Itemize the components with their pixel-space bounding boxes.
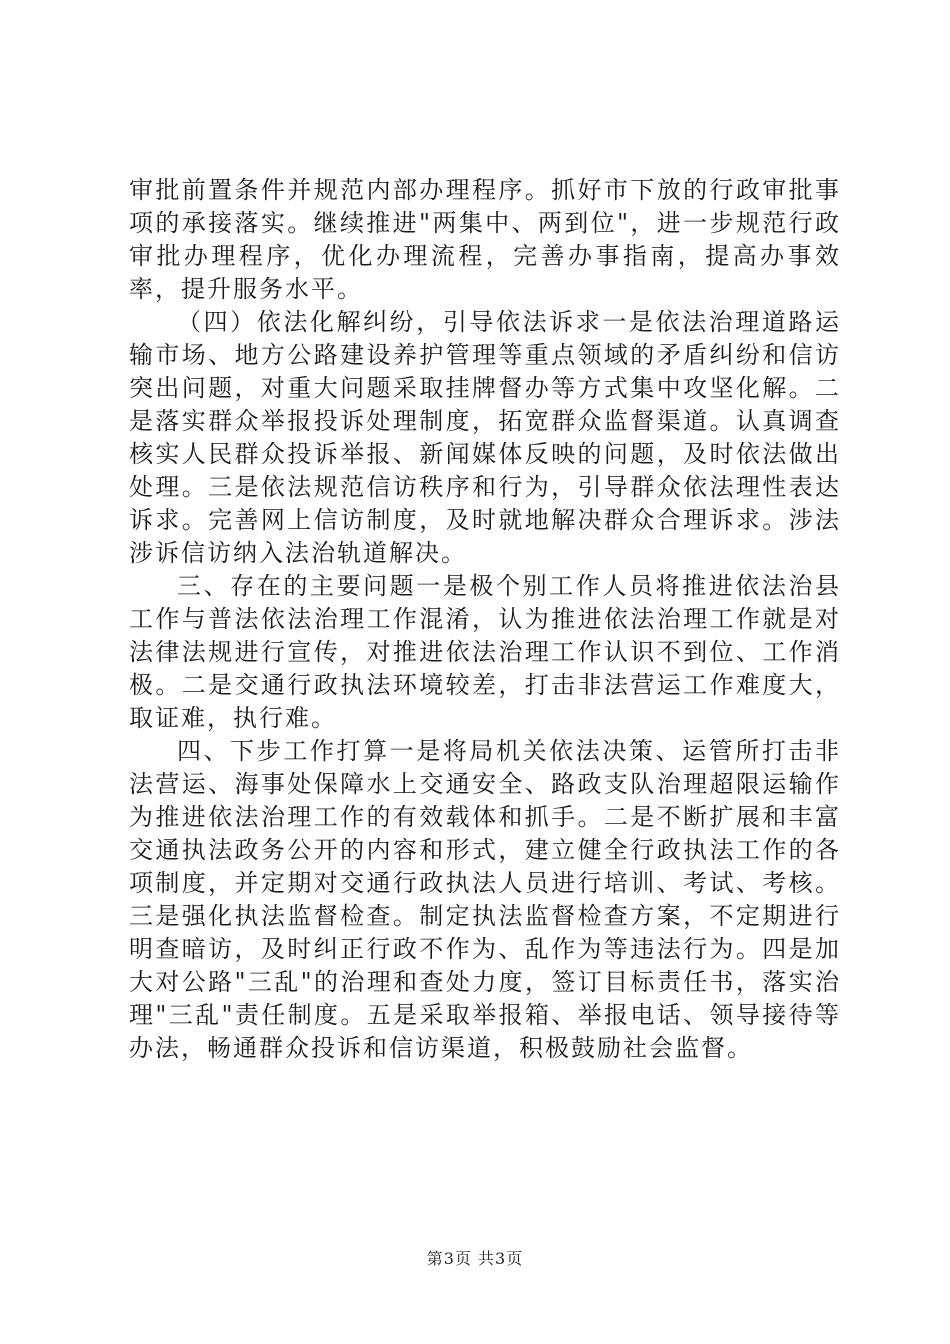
paragraph-next-steps: 四、下步工作打算一是将局机关依法决策、运管所打击非法营运、海事处保障水上交通安全、路政支队治理超限运输作为推进依法治理工作的有效载体和抓手。二是不断扩展和丰富交通执法政务公开的内容和形式，建立健全行政执法工作的各项制度，并定期对交通行政执法人员进行培训、考试、考核。三是强化执法监督检查。制定执法监督检查方案，不定期进行明查暗访，及时纠正行政不作为、乱作为等违法行为。四是加大对公路"三乱"的治理和查处力度，签订目标责任书，落实治理"三乱"责任制度。五是采取举报箱、举报电话、领导接待等办法，畅通群众投诉和信访渠道，积极鼓励社会监督。 [129,737,841,1062]
paragraph-main-problems: 三、存在的主要问题一是极个别工作人员将推进依法治县工作与普法依法治理工作混淆，认为推进依法治理工作就是对法律法规进行宣传，对推进依法治理工作认识不到位、工作消极。二是交通行政执法环境较差，打击非法营运工作难度大，取证难，执行难。 [129,572,841,732]
paragraph-dispute-resolution: （四）依法化解纠纷，引导依法诉求一是依法治理道路运输市场、地方公路建设养护管理等重点领域的矛盾纠纷和信访突出问题，对重大问题采取挂牌督办等方式集中攻坚化解。二是落实群众举报投诉处理制度，拓宽群众监督渠道。认真调查核实人民群众投诉举报、新闻媒体反映的问题，及时依法做出处理。三是依法规范信访秩序和行为，引导群众依法理性表达诉求。完善网上信访制度，及时就地解决群众合理诉求。涉法涉诉信访纳入法治轨道解决。 [129,308,841,567]
document-body [129,174,841,1065]
paragraph-continuation: 审批前置条件并规范内部办理程序。抓好市下放的行政审批事项的承接落实。继续推进"两集中、两到位"，进一步规范行政审批办理程序，优化办理流程，完善办事指南，提高办事效率，提升服务水平。 [129,176,841,303]
page-footer: 第3页 共3页 [426,1249,524,1268]
